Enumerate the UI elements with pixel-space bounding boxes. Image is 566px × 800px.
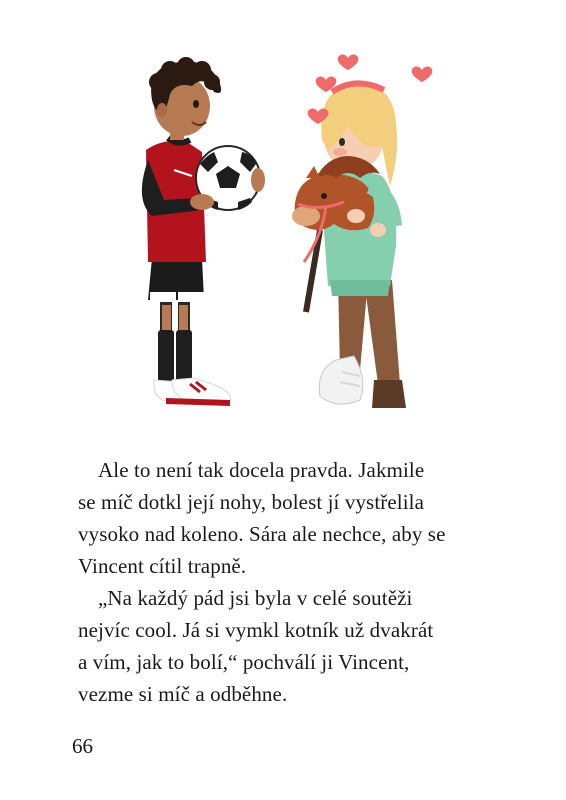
heart-icon: [338, 54, 359, 70]
text-line: vysoko nad koleno. Sára ale nechce, aby se: [78, 522, 446, 546]
text-line: Ale to není tak docela pravda. Jakmile: [98, 458, 425, 482]
text-line: Vincent cítil trapně.: [78, 554, 247, 578]
paragraph-2: [78, 582, 498, 710]
text-line: a vím, jak to bolí,“ pochválí ji Vincent,: [78, 650, 410, 674]
page-number: 66: [72, 734, 93, 758]
heart-icon: [412, 66, 433, 82]
boy-figure: [142, 57, 231, 406]
paragraph-1: [78, 454, 498, 582]
text-line: se míč dotkl její nohy, bolest jí vystřelila: [78, 490, 424, 514]
illustration-boy-girl: [110, 30, 440, 430]
body-text: [78, 454, 498, 710]
text-line: „Na každý pád jsi byla v celé soutěži: [98, 586, 413, 610]
girl-figure: [319, 83, 406, 408]
text-line: nejvíc cool. Já si vymkl kotník už dvakrát: [78, 618, 434, 642]
text-line: vezme si míč a odběhne.: [78, 682, 288, 706]
